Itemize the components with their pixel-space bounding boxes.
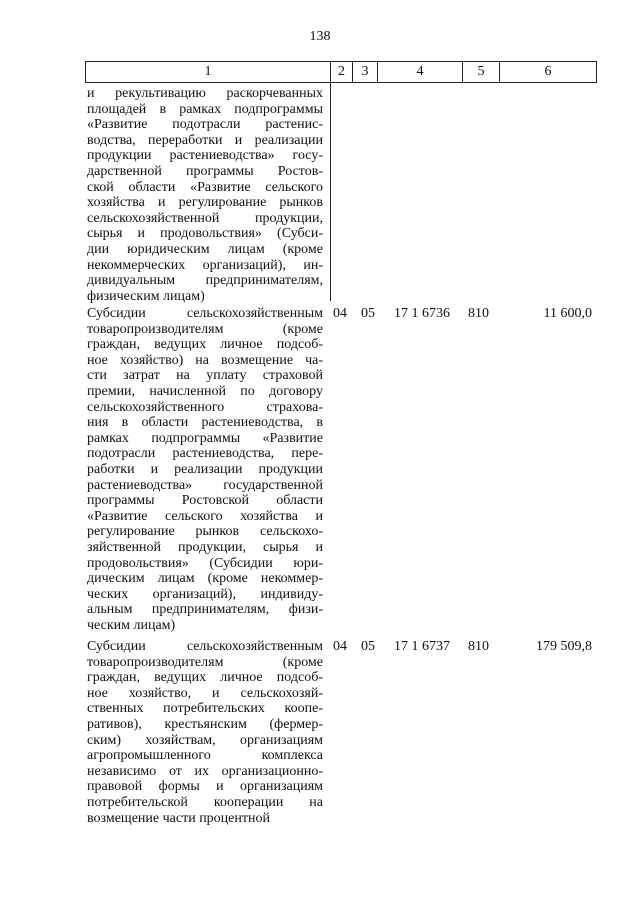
row-1-col-2: 04 (333, 306, 347, 321)
description-line: регулирование рынков сельскохо- (87, 524, 323, 540)
description-line: альным предпринимателям, физи- (87, 602, 323, 618)
description-line: Субсидии сельскохозяйственным (87, 639, 323, 654)
table-row-description (87, 86, 323, 304)
description-line: зяйственной продукции, сырья и (87, 539, 323, 555)
row-2-col-4: 17 1 6737 (394, 639, 450, 654)
description-line: ративов), крестьянским (фермер- (87, 716, 323, 732)
description-line: сельскохозяйственного страхова- (87, 399, 323, 415)
description-line: ческим лицам) (87, 617, 176, 633)
description-line: подотрасли растениеводства, пере- (87, 446, 323, 462)
header-col-2: 2 (331, 62, 353, 82)
row-2-col-6: 179 509,8 (536, 639, 592, 654)
description-line: ственных потребительских коопе- (87, 701, 323, 717)
table-row-description (87, 306, 323, 633)
description-line: сельскохозяйственной продукции, (87, 210, 323, 226)
description-line: дическим лицам (кроме некоммер- (87, 571, 323, 587)
description-line: товаропроизводителям (кроме (87, 654, 323, 670)
row-1-col-4: 17 1 6736 (394, 306, 450, 321)
description-line: ским) хозяйствам, организациям (87, 732, 323, 748)
description-line: агропромышленного комплекса (87, 748, 323, 764)
description-line: продукции растениеводства» госу- (87, 148, 323, 164)
description-line: программы Ростовской области (87, 493, 323, 509)
table-header (85, 61, 597, 83)
header-col-1: 1 (86, 62, 331, 82)
description-line: работки и реализации продукции (87, 461, 323, 477)
description-line: рамках подпрограммы «Развитие (87, 430, 323, 446)
description-line: ской области «Развитие сельского (87, 179, 323, 195)
description-line: граждан, ведущих личное подсоб- (87, 670, 323, 686)
description-line: хозяйства и регулирование рынков (87, 195, 323, 211)
description-line: премии, начисленной по договору (87, 383, 323, 399)
description-line: правовой формы и организациям (87, 779, 323, 795)
table-row-description (87, 639, 323, 826)
description-line: площадей в рамках подпрограммы (87, 101, 323, 117)
header-col-5: 5 (463, 62, 500, 82)
description-line: Субсидии сельскохозяйственным (87, 306, 323, 321)
description-line: независимо от их организационно- (87, 763, 323, 779)
description-line: растениеводства» государственной (87, 477, 323, 493)
header-col-3: 3 (353, 62, 378, 82)
description-line: ное хозяйство, и сельскохозяй- (87, 685, 323, 701)
description-line: ния в области растениеводства, в (87, 415, 323, 431)
row-2-col-3: 05 (361, 639, 375, 654)
header-col-6: 6 (544, 64, 552, 79)
description-line: товаропроизводителям (кроме (87, 321, 323, 337)
page-number: 138 (309, 29, 331, 44)
description-line: потребительской кооперации на (87, 794, 323, 810)
row-2-col-5: 810 (468, 639, 489, 654)
row-1-col-6: 11 600,0 (543, 306, 592, 321)
description-line: «Развитие сельского хозяйства и (87, 508, 323, 524)
description-line: сырья и продовольствия» (Субси- (87, 226, 323, 242)
row-1-col-5: 810 (468, 306, 489, 321)
description-line: «Развитие подотрасли растенис- (87, 117, 323, 133)
row-2-col-2: 04 (333, 639, 347, 654)
description-line: сти затрат на уплату страховой (87, 368, 323, 384)
description-line: ное хозяйство) на возмещение ча- (87, 352, 323, 368)
description-line: водства, переработки и реализации (87, 132, 323, 148)
description-line: ческих организаций), индивиду- (87, 586, 323, 602)
description-line: граждан, ведущих личное подсоб- (87, 337, 323, 353)
description-line: дивидуальным предпринимателям, (87, 273, 323, 289)
row-1-col-3: 05 (361, 306, 375, 321)
header-col-4: 4 (378, 62, 463, 82)
description-line: физическим лицам) (87, 288, 205, 304)
column-divider (330, 83, 331, 301)
description-line: некоммерческих организаций), ин- (87, 257, 323, 273)
description-line: дарственной программы Ростов- (87, 163, 323, 179)
description-line: продовольствия» (Субсидии юри- (87, 555, 323, 571)
description-line: возмещение части процентной (87, 810, 270, 826)
description-line: дии юридическим лицам (кроме (87, 241, 323, 257)
description-line: и рекультивацию раскорчеванных (87, 86, 323, 101)
